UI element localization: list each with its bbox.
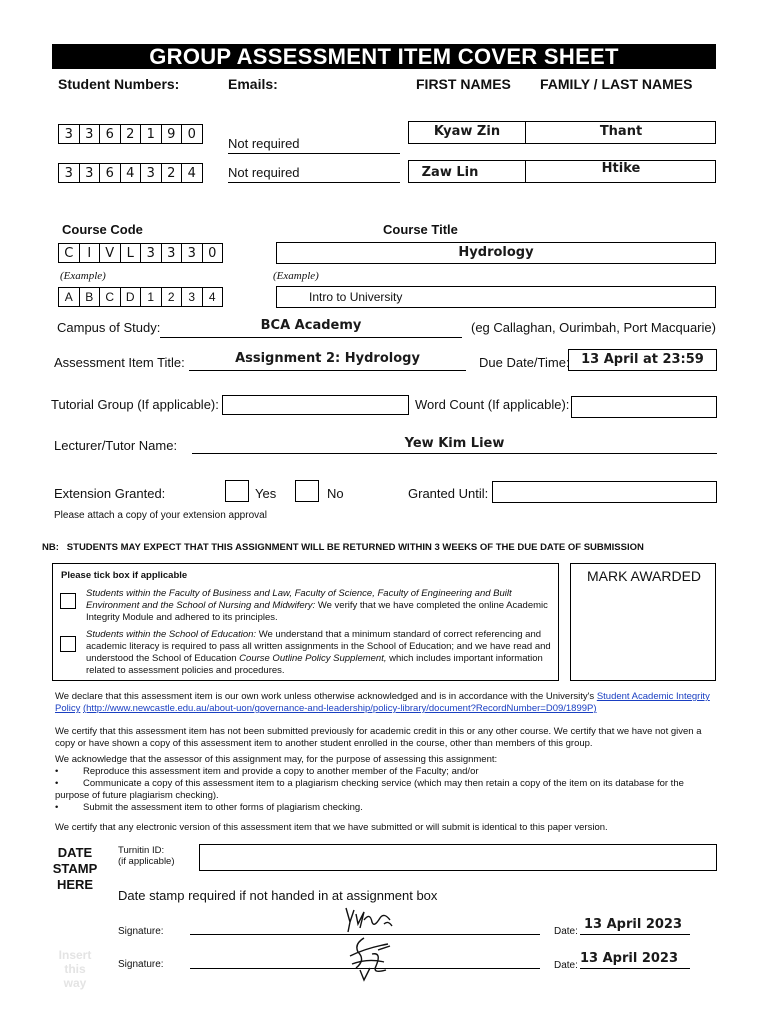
declaration-paragraph-3: We acknowledge that the assessor of this assignment may, for the purpose of assessing this assignment: bbox=[55, 754, 498, 765]
signature-2-image bbox=[336, 934, 398, 982]
declaration-bullets bbox=[55, 766, 717, 814]
signature-date-1[interactable]: 13 April 2023 bbox=[580, 917, 690, 935]
example-code-cell: D bbox=[120, 287, 142, 307]
tick-item-2-text2: which includes important information related to assessment policies and procedures. bbox=[86, 653, 543, 676]
course-code-label: Course Code bbox=[62, 222, 143, 237]
student-number-field-2[interactable] bbox=[58, 163, 202, 183]
declaration-text: We declare that this assessment item is our own work unless otherwise acknowledged and is in accordance with the University's bbox=[55, 691, 597, 702]
bullet-item bbox=[55, 766, 717, 778]
bullet-item bbox=[55, 802, 717, 814]
name-box-2 bbox=[408, 160, 716, 183]
bullet-text: Reproduce this assessment item and provide a copy to another member of the Faculty; and/or bbox=[83, 766, 479, 777]
example-label-title: (Example) bbox=[273, 270, 319, 282]
bullet-text: Communicate a copy of this assessment item to a plagiarism checking service (which may then retain a copy of the item on its database for the purpose of future plagiarism checking). bbox=[55, 778, 684, 801]
tick-item-2-supplement: Course Outline Policy Supplement, bbox=[239, 653, 387, 664]
digit-cell: 1 bbox=[140, 124, 162, 144]
granted-until-label: Granted Until: bbox=[408, 486, 489, 501]
example-code-cell: 1 bbox=[140, 287, 162, 307]
extension-note: Please attach a copy of your extension approval bbox=[54, 510, 267, 521]
date-stamp-line: DATE bbox=[57, 845, 93, 860]
mark-awarded-box bbox=[570, 563, 716, 681]
example-course-title: Intro to University bbox=[276, 286, 716, 308]
date-label-1: Date: bbox=[554, 926, 578, 937]
tick-item-2 bbox=[86, 629, 551, 677]
due-date-field[interactable]: 13 April at 23:59 bbox=[568, 349, 717, 371]
extension-no-checkbox[interactable] bbox=[295, 480, 319, 502]
signature-date-2[interactable]: 13 April 2023 bbox=[580, 951, 690, 969]
family-names-header: FAMILY / LAST NAMES bbox=[540, 76, 693, 92]
first-name-field-1[interactable]: Kyaw Zin bbox=[433, 124, 501, 139]
first-names-header: FIRST NAMES bbox=[416, 76, 511, 92]
digit-cell: 3 bbox=[140, 163, 162, 183]
tick-item-1 bbox=[86, 588, 551, 624]
declaration-paragraph-2: We certify that this assessment item has not been submitted previously for academic credit in this or any other course. We certify that we have not given a copy or have shown a copy of this assessment item to another student enrolled in the course, other than members of this group. bbox=[55, 726, 702, 749]
extension-yes-label: Yes bbox=[255, 486, 277, 501]
digit-cell: 0 bbox=[181, 124, 203, 144]
tick-item-2-school: Students within the School of Education: bbox=[86, 629, 257, 640]
granted-until-field[interactable] bbox=[492, 481, 717, 503]
insert-this-way-watermark bbox=[52, 948, 98, 990]
course-title-field[interactable]: Hydrology bbox=[276, 242, 716, 264]
bullet-icon: • bbox=[55, 802, 59, 813]
name-box-1 bbox=[408, 121, 716, 144]
course-code-field[interactable] bbox=[58, 243, 222, 263]
integrity-policy-url[interactable]: (http://www.newcastle.edu.au/about-uon/governance-and-leadership/policy-library/document?RecordNumber=D09/1899P) bbox=[82, 703, 597, 714]
tick-item-1-text: We verify that we have completed the online Academic Integrity Module and adhered to its principles. bbox=[86, 600, 548, 623]
turnitin-label bbox=[118, 845, 175, 867]
code-cell: C bbox=[58, 243, 80, 263]
code-cell: I bbox=[79, 243, 101, 263]
turnitin-id-field[interactable] bbox=[199, 844, 717, 871]
mark-awarded-label: MARK AWARDED bbox=[586, 568, 702, 584]
bullet-icon: • bbox=[55, 766, 59, 777]
turnitin-sub-text: (if applicable) bbox=[118, 856, 175, 867]
assessment-title-field[interactable]: Assignment 2: Hydrology bbox=[189, 351, 466, 371]
bullet-text: Submit the assessment item to other forms of plagiarism checking. bbox=[83, 802, 363, 813]
digit-cell: 3 bbox=[58, 163, 80, 183]
digit-cell: 6 bbox=[99, 163, 121, 183]
tick-heading: Please tick box if applicable bbox=[61, 570, 188, 581]
digit-cell: 2 bbox=[161, 163, 183, 183]
extension-no-label: No bbox=[327, 486, 344, 501]
student-number-field-1[interactable] bbox=[58, 124, 202, 144]
tutorial-group-field[interactable] bbox=[222, 395, 409, 415]
lecturer-label: Lecturer/Tutor Name: bbox=[54, 438, 178, 453]
code-cell: 3 bbox=[140, 243, 162, 263]
example-course-code bbox=[58, 287, 222, 307]
lecturer-field[interactable]: Yew Kim Liew bbox=[192, 436, 717, 454]
watermark-line: this bbox=[64, 962, 86, 976]
bullet-icon: • bbox=[55, 778, 59, 789]
digit-cell: 6 bbox=[99, 124, 121, 144]
assessment-title-label: Assessment Item Title: bbox=[54, 355, 185, 370]
declaration-paragraph-1 bbox=[55, 691, 717, 715]
tick-item-2-text: We understand that a minimum standard of correct referencing and academic literacy is required to pass all written assignments in the School of Education; and we have read and understood the School of Education bbox=[86, 629, 551, 664]
academic-integrity-checkbox[interactable] bbox=[60, 593, 76, 609]
return-notice: NB: STUDENTS MAY EXPECT THAT THIS ASSIGNMENT WILL BE RETURNED WITHIN 3 WEEKS OF THE DUE DATE OF SUBMISSION bbox=[42, 542, 644, 553]
example-code-cell: 2 bbox=[161, 287, 183, 307]
code-cell: V bbox=[99, 243, 121, 263]
example-code-cell: C bbox=[99, 287, 121, 307]
code-cell: 0 bbox=[202, 243, 224, 263]
digit-cell: 3 bbox=[58, 124, 80, 144]
last-name-field-2[interactable]: Htike bbox=[601, 161, 641, 176]
campus-hint: (eg Callaghan, Ourimbah, Port Macquarie) bbox=[471, 320, 716, 335]
example-code-cell: B bbox=[79, 287, 101, 307]
example-code-cell: 3 bbox=[181, 287, 203, 307]
integrity-policy-link[interactable]: Student Academic Integrity Policy bbox=[55, 691, 710, 714]
digit-cell: 3 bbox=[79, 163, 101, 183]
date-stamp-note: Date stamp required if not handed in at assignment box bbox=[118, 888, 438, 903]
education-checkbox[interactable] bbox=[60, 636, 76, 652]
course-title-label: Course Title bbox=[383, 222, 458, 237]
watermark-line: way bbox=[63, 976, 87, 990]
extension-label: Extension Granted: bbox=[54, 486, 166, 501]
tutorial-group-label: Tutorial Group (If applicable): bbox=[51, 397, 219, 412]
word-count-field[interactable] bbox=[571, 396, 717, 418]
last-name-field-1[interactable]: Thant bbox=[599, 124, 643, 139]
email-field-1[interactable]: Not required bbox=[228, 136, 400, 154]
date-stamp-line: HERE bbox=[56, 877, 94, 892]
word-count-label: Word Count (If applicable): bbox=[415, 397, 570, 412]
email-field-2[interactable]: Not required bbox=[228, 165, 400, 183]
tick-item-1-faculties: Students within the Faculty of Business and Law, Faculty of Science, Faculty of Engineering and Built Environment and the School of Nursing and Midwifery: bbox=[86, 588, 512, 611]
watermark-line: Insert bbox=[58, 948, 92, 962]
signature-1-image bbox=[340, 902, 396, 936]
digit-cell: 3 bbox=[79, 124, 101, 144]
campus-field[interactable]: BCA Academy bbox=[160, 318, 462, 338]
example-code-cell: A bbox=[58, 287, 80, 307]
turnitin-label-text: Turnitin ID: bbox=[118, 845, 165, 856]
page-title: GROUP ASSESSMENT ITEM COVER SHEET bbox=[52, 44, 716, 69]
code-cell: 3 bbox=[161, 243, 183, 263]
student-numbers-header: Student Numbers: bbox=[58, 76, 180, 92]
example-code-cell: 4 bbox=[202, 287, 224, 307]
bullet-item bbox=[55, 778, 717, 802]
digit-cell: 2 bbox=[120, 124, 142, 144]
signature-label-1: Signature: bbox=[118, 926, 164, 937]
digit-cell: 4 bbox=[120, 163, 142, 183]
emails-header: Emails: bbox=[228, 76, 278, 92]
extension-yes-checkbox[interactable] bbox=[225, 480, 249, 502]
digit-cell: 4 bbox=[181, 163, 203, 183]
first-name-field-2[interactable]: Zaw Lin bbox=[421, 165, 479, 180]
date-stamp-label bbox=[44, 845, 106, 893]
code-cell: L bbox=[120, 243, 142, 263]
code-cell: 3 bbox=[181, 243, 203, 263]
date-label-2: Date: bbox=[554, 960, 578, 971]
declaration-paragraph-4: We certify that any electronic version of this assessment item that we have submitted or will submit is identical to this paper version. bbox=[55, 822, 608, 833]
tick-panel bbox=[52, 563, 559, 681]
date-stamp-line: STAMP bbox=[52, 861, 98, 876]
example-label-code: (Example) bbox=[60, 270, 106, 282]
digit-cell: 9 bbox=[161, 124, 183, 144]
due-date-label: Due Date/Time: bbox=[479, 355, 570, 370]
signature-label-2: Signature: bbox=[118, 959, 164, 970]
campus-label: Campus of Study: bbox=[57, 320, 161, 335]
